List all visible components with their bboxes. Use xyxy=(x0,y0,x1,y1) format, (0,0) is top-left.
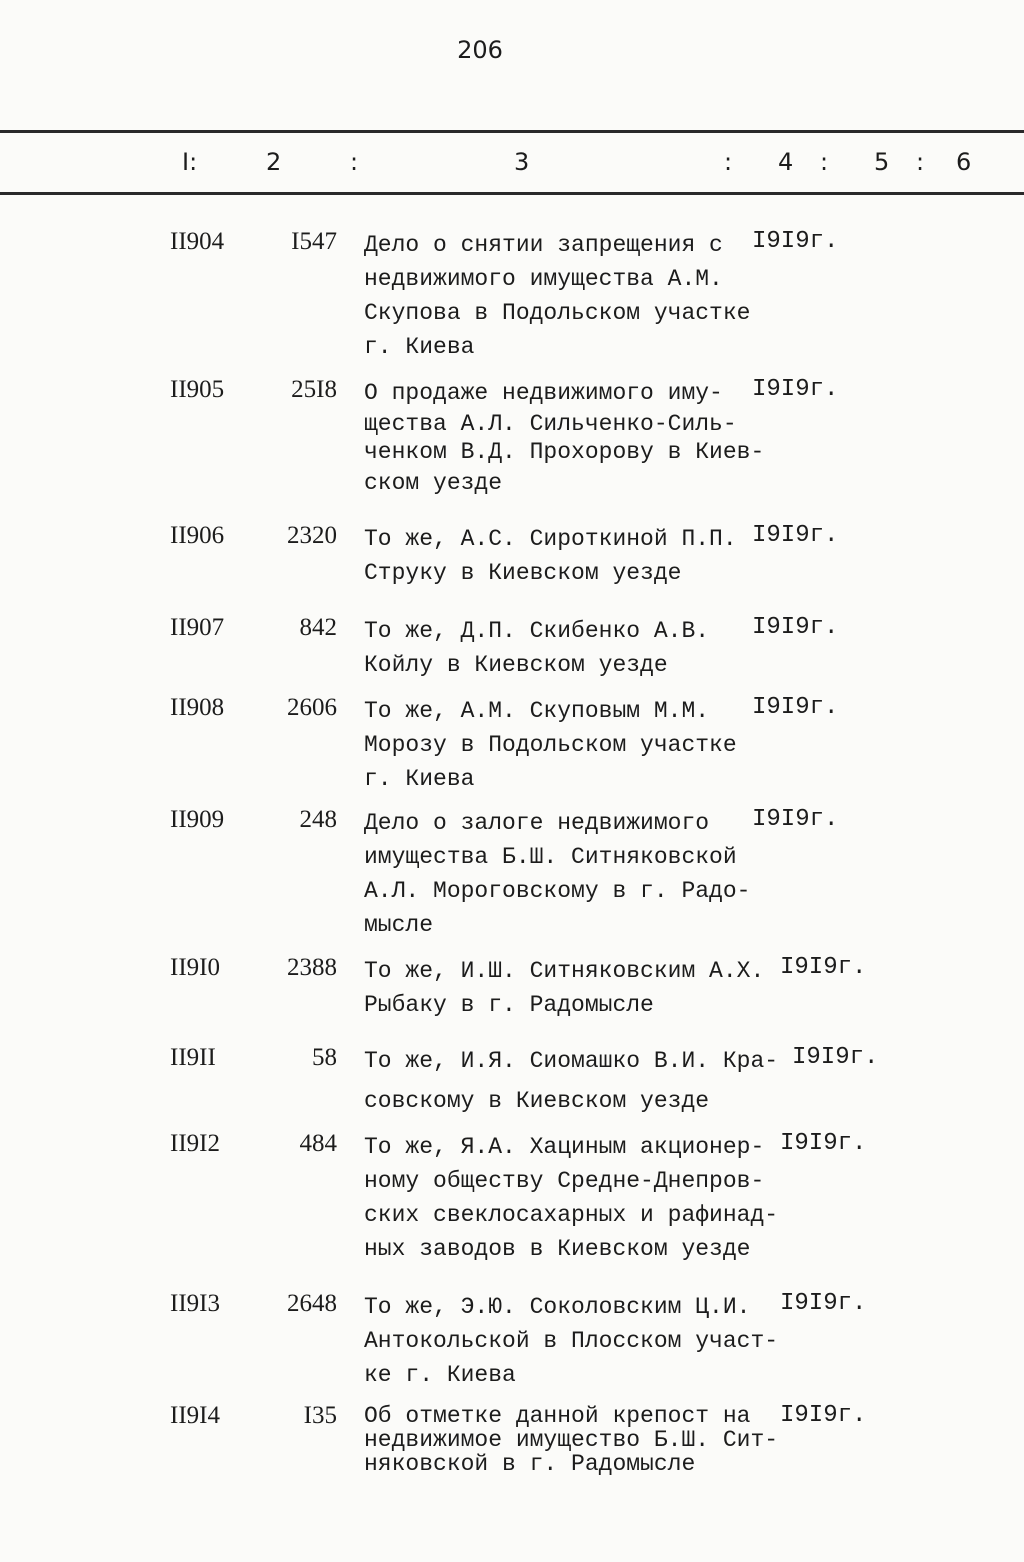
sheet-count: I35 xyxy=(303,1402,337,1429)
column-header-4: 4 xyxy=(778,148,794,176)
sheet-count: 2606 xyxy=(287,694,337,721)
item-number: II9I4 xyxy=(170,1402,220,1429)
sheet-count: 2648 xyxy=(287,1290,337,1317)
item-description: То же, А.М. Скуповым М.М. Морозу в Подольском участке г. Киева xyxy=(364,698,737,792)
column-separator: : xyxy=(350,148,359,176)
column-separator: : xyxy=(916,148,925,176)
item-year: I9I9г. xyxy=(752,376,839,403)
item-number: II905 xyxy=(170,376,225,403)
item-number: II909 xyxy=(170,806,225,833)
column-separator: : xyxy=(724,148,733,176)
sheet-count: 842 xyxy=(299,614,337,641)
sheet-count: 248 xyxy=(299,806,337,833)
sheet-count: 2320 xyxy=(287,522,337,549)
column-header-6: 6 xyxy=(956,148,972,176)
item-year: I9I9г. xyxy=(752,614,839,641)
item-number: II907 xyxy=(170,614,225,641)
column-header-3: 3 xyxy=(514,148,530,176)
item-year: I9I9г. xyxy=(752,694,839,721)
item-year: I9I9г. xyxy=(752,806,839,833)
item-year: I9I9г. xyxy=(792,1044,879,1071)
column-header-5: 5 xyxy=(874,148,890,176)
page-number: 206 xyxy=(457,36,503,64)
item-number: II9II xyxy=(170,1044,216,1071)
column-header-2: 2 xyxy=(266,148,282,176)
item-number: II9I3 xyxy=(170,1290,220,1317)
item-number: II9I2 xyxy=(170,1130,220,1157)
item-description: О продаже недвижимого иму- щества А.Л. Сильченко-Силь- ченком В.Д. Прохорову в Киев- ском уезде xyxy=(364,380,765,496)
item-description: То же, И.Я. Сиомашко В.И. Кра- совскому в Киевском уезде xyxy=(364,1048,779,1114)
item-number: II908 xyxy=(170,694,225,721)
column-separator: : xyxy=(820,148,829,176)
sheet-count: 58 xyxy=(312,1044,337,1071)
item-description: Дело о снятии запрещения с недвижимого имущества А.М. Скупова в Подольском участке г. Киева xyxy=(364,232,751,360)
item-number: II906 xyxy=(170,522,225,549)
item-description: То же, А.С. Сироткиной П.П. Струку в Киевском уезде xyxy=(364,526,737,586)
item-description: То же, И.Ш. Ситняковским А.Х. Рыбаку в г. Радомысле xyxy=(364,958,765,1018)
item-number: II904 xyxy=(170,228,225,255)
sheet-count: 25I8 xyxy=(291,376,337,403)
item-year: I9I9г. xyxy=(780,1130,867,1157)
item-number: II9I0 xyxy=(170,954,220,981)
item-description: То же, Я.А. Хациным акционер- ному обществу Средне-Днепров- ских свеклосахарных и рафинад- ных заводов в Киевском уезде xyxy=(364,1134,779,1262)
item-description: Дело о залоге недвижимого имущества Б.Ш. Ситняковской А.Л. Мороговскому в г. Радо- мысле xyxy=(364,810,751,938)
item-year: I9I9г. xyxy=(780,954,867,981)
header-bottom-rule xyxy=(0,192,1024,195)
item-year: I9I9г. xyxy=(752,228,839,255)
item-year: I9I9г. xyxy=(780,1402,867,1429)
item-description: То же, Э.Ю. Соколовским Ц.И. Антокольской в Плосском участ- ке г. Киева xyxy=(364,1294,779,1388)
item-description: То же, Д.П. Скибенко А.В. Койлу в Киевском уезде xyxy=(364,618,710,678)
item-description: Об отметке данной крепост на недвижимое имущество Б.Ш. Сит- няковской в г. Радомысле xyxy=(364,1403,779,1477)
item-year: I9I9г. xyxy=(780,1290,867,1317)
sheet-count: 484 xyxy=(299,1130,337,1157)
sheet-count: I547 xyxy=(291,228,337,255)
item-year: I9I9г. xyxy=(752,522,839,549)
column-header-1: I: xyxy=(182,148,198,176)
header-top-rule xyxy=(0,130,1024,133)
sheet-count: 2388 xyxy=(287,954,337,981)
